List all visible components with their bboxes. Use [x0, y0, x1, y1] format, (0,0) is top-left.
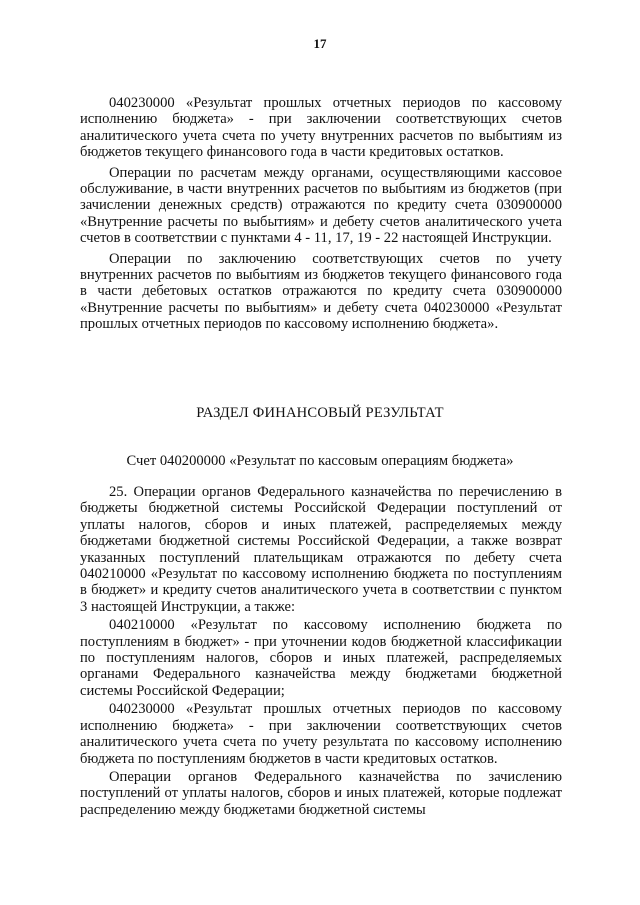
section-heading: РАЗДЕЛ ФИНАНСОВЫЙ РЕЗУЛЬТАТ [196, 405, 444, 421]
bottom-text-block [80, 484, 562, 818]
paragraph: Операции по заключению соответствующих счетов по учету внутренних расчетов по выбытиям из бюджетов текущего финансового года в части дебетовых остатков отражаются по кредиту счета 030900000 «Внутренние расчеты по выбытиям» и дебету счета 040230000 «Результат прошлых отчетных периодов по кассовому исполнению бюджета». [80, 250, 562, 333]
paragraph: Операции по расчетам между органами, осуществляющими кассовое обслуживание, в части внутренних расчетов по выбытиям из бюджетов (при зачислении денежных средств) отражаются по кредиту счета 030900000 «Внутренние расчеты по выбытиям» и дебету счетов аналитического учета счетов в соответствии с пунктами 4 - 11, 17, 19 - 22 настоящей Инструкции. [80, 164, 562, 247]
page-number: 17 [313, 36, 327, 51]
paragraph: 25. Операции органов Федерального казначейства по перечислению в бюджеты бюджетной системы Российской Федерации поступлений от уплаты налогов, сборов и иных платежей, распределяемых между бюджетами бюджетной системы Российской Федерации, а также возврат указанных поступлений плательщикам отражаются по дебету счета 040210000 «Результат по кассовому исполнению бюджета по поступлениям в бюджет» и кредиту счетов аналитического учета в соответствии с пунктом 3 настоящей Инструкции, а также: [80, 484, 562, 615]
paragraph: Операции органов Федерального казначейства по зачислению поступлений от уплаты налогов, сборов и иных платежей, которые подлежат распределению между бюджетами бюджетной системы [80, 768, 562, 818]
paragraph: 040230000 «Результат прошлых отчетных периодов по кассовому исполнению бюджета» - при заключении соответствующих счетов аналитического учета счета по учету результата по кассовому исполнению бюджета по поступлениям бюджетов в части кредитовых остатков. [80, 701, 562, 767]
paragraph: 040230000 «Результат прошлых отчетных периодов по кассовому исполнению бюджета» - при заключении соответствующих счетов аналитического учета счета по учету внутренних расчетов по выбытиям из бюджетов текущего финансового года в части кредитовых остатков. [80, 95, 562, 161]
top-text-block [80, 95, 562, 333]
paragraph: 040210000 «Результат по кассовому исполнению бюджета по поступлениям в бюджет» - при уточнении кодов бюджетной классификации по поступлениям налогов, сборов и иных платежей, распределяемых органами Федерального казначейства между бюджетами бюджетной системы Российской Федерации; [80, 617, 562, 699]
account-heading: Счет 040200000 «Результат по кассовым операциям бюджета» [126, 453, 514, 469]
